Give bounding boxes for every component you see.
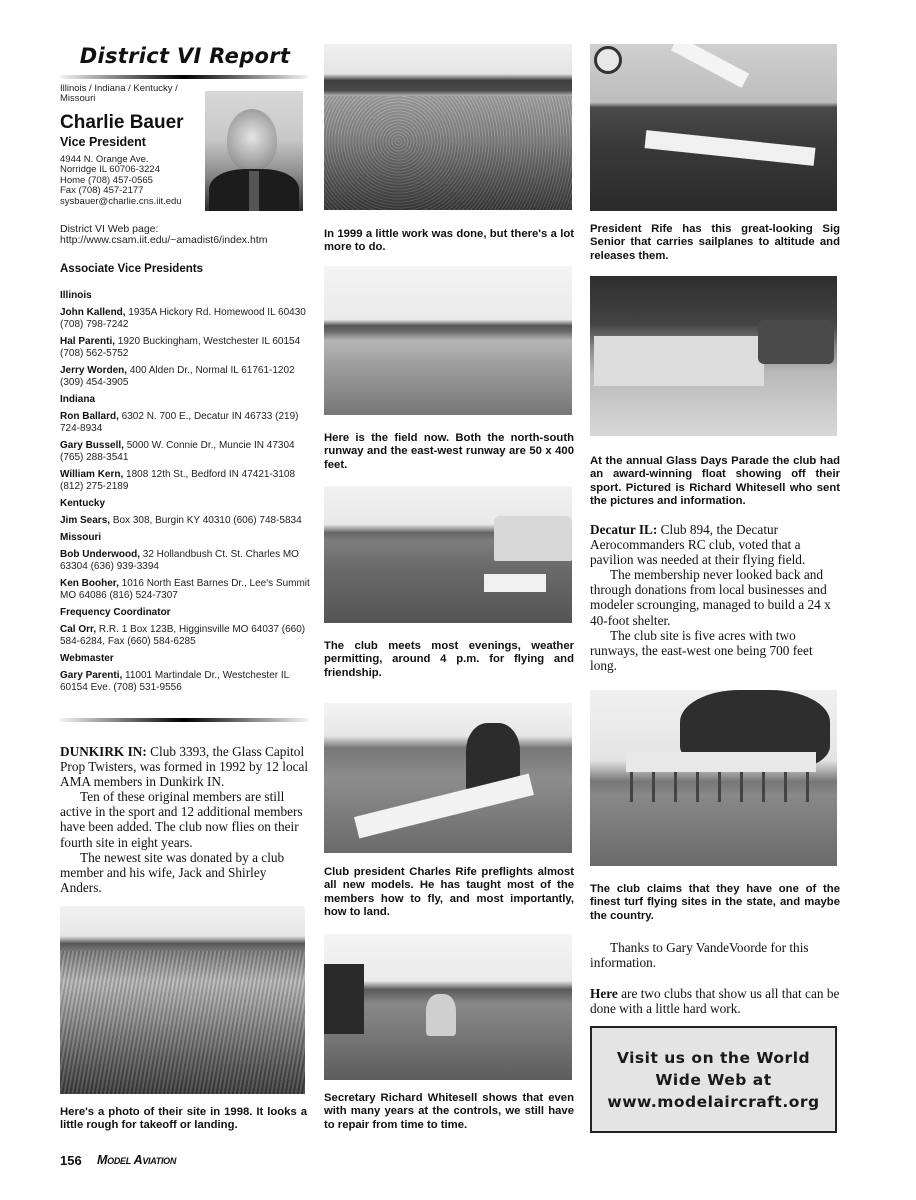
photo-whitesell-repair [324,934,572,1080]
grass-texture [60,951,305,1094]
avp-entry: Gary Bussell, 5000 W. Connie Dr., Muncie IN 47304 (765) 288-3541 [60,440,295,463]
web-promo-text: Visit us on the World Wide Web at www.modelaircraft.org [607,1048,820,1111]
closing-paragraph: Here are two clubs that show us all that can be done with a little hard work. [590,986,840,1017]
vp-name: Charlie Bauer [60,112,184,133]
portrait-head [227,109,277,171]
vp-contact [60,155,205,207]
caption-pavilion: The club claims that they have one of the finest turf flying sites in the state, and maybe the country. [590,883,840,922]
avp-entry: Ron Ballard, 6302 N. 700 E., Decatur IN 46733 (219) 724-8934 [60,411,299,434]
vp-fax: Fax (708) 457-2177 [60,185,144,197]
avp-entry: Jim Sears, Box 308, Burgin KY 40310 (606) 748-5834 [60,515,302,526]
photo-field-1999 [324,44,572,210]
photo-pavilion [590,690,837,866]
caption-whitesell-repair: Secretary Richard Whitesell shows that even with many years at the controls, we still have to repair from time to time. [324,1092,574,1131]
region-heading: Illinois [60,290,92,301]
clock-shape [594,46,622,74]
magazine-name: Model Aviation [97,1153,177,1167]
caption-parade-float: At the annual Glass Days Parade the club had an award-winning float showing off their sport. Pictured is Richard Whitesell who sent the pictures and information. [590,455,840,507]
photo-field-now [324,266,572,415]
vp-portrait-photo [205,91,303,211]
caption-sig-senior: President Rife has this great-looking Sig Senior that carries sailplanes to altitude and releases them. [590,223,840,262]
truck-shape [758,320,834,364]
field-texture [324,96,572,210]
avp-entry: Bob Underwood, 32 Hollandbush Ct. St. Charles MO 63304 (636) 939-3394 [60,549,299,572]
caption-rife-preflight: Club president Charles Rife preflights almost all new models. He has taught most of the members how to fly, and most importantly, how to land. [324,866,574,918]
sailplane-shape [671,44,749,88]
district-web-page [60,224,310,246]
vp-role: Vice President [60,135,146,149]
dunkirk-paragraph-1: DUNKIRK IN: Club 3393, the Glass Capitol Prop Twisters, was formed in 1992 by 12 local AMA members in Dunkirk IN. [60,744,309,790]
associate-vps-heading: Associate Vice Presidents [60,263,203,275]
thanks-paragraph: Thanks to Gary VandeVoorde for this information. [590,940,809,971]
photo-rife-preflight [324,703,572,853]
web-promo-url[interactable]: www.modelaircraft.org [607,1092,820,1111]
pavilion-posts [630,772,812,802]
avp-entry: Gary Parenti, 11001 Martindale Dr., Westchester IL 60154 Eve. (708) 531-9556 [60,670,289,693]
photo-parade-float [590,276,837,436]
vp-address-line2: Norridge IL 60706-3224 [60,164,160,176]
decatur-paragraph-1: Decatur IL: Club 894, the Decatur Aerocommanders RC club, voted that a pavilion was needed at their flying field. [590,522,806,568]
caption-site-1998: Here's a photo of their site in 1998. It looks a little rough for takeoff or landing. [60,1106,307,1132]
vehicle-shape [324,964,364,1034]
float-shape [594,336,764,386]
region-heading: Kentucky [60,498,106,509]
decatur-article [590,522,840,673]
section-divider [60,718,308,722]
associate-vps-list [60,290,312,699]
region-heading: Indiana [60,394,96,405]
page-title: District VI Report [79,44,291,68]
avp-entry: Cal Orr, R.R. 1 Box 123B, Higginsville MO 64037 (660) 584-6284, Fax (660) 584-6285 [60,624,306,647]
vp-home-phone: Home (708) 457-0565 [60,174,153,186]
photo-club-evening [324,486,572,623]
photo-site-1998 [60,906,305,1094]
district-states: Illinois / Indiana / Kentucky / Missouri [60,83,178,104]
decatur-paragraph-3: The club site is five acres with two runways, the east-west one being 700 feet long. [590,627,813,673]
dunkirk-paragraph-3: The newest site was donated by a club member and his wife, Jack and Shirley Anders. [60,849,285,895]
page-number: 156 [60,1153,82,1168]
avp-entry: Jerry Worden, 400 Alden Dr., Normal IL 61761-1202 (309) 454-3905 [60,365,295,388]
dunkirk-article [60,744,310,895]
model-plane-wing [645,130,816,166]
photo-sig-senior [590,44,837,211]
region-heading: Webmaster [60,653,114,664]
caption-field-now: Here is the field now. Both the north-south runway and the east-west runway are 50 x 400 feet. [324,432,574,471]
portrait-tie [249,171,259,211]
web-page-url[interactable]: http://www.csam.iit.edu/~amadist6/index.htm [60,234,268,246]
web-page-label: District VI Web page: [60,223,159,235]
caption-club-evening: The club meets most evenings, weather permitting, around 4 p.m. for flying and friendship. [324,640,574,679]
vp-address-line1: 4944 N. Orange Ave. [60,154,149,165]
decatur-paragraph-2: The membership never looked back and through donations from local businesses and modeler scrounging, managed to build a 24 x 40-foot shelter. [590,567,831,628]
avp-entry: Hal Parenti, 1920 Buckingham, Westchester IL 60154 (708) 562-5752 [60,336,301,359]
person-shape [426,994,456,1036]
avp-entry: Ken Booher, 1016 North East Barnes Dr., Lee's Summit MO 64086 (816) 524-7307 [60,578,310,601]
avp-entry: John Kallend, 1935A Hickory Rd. Homewood IL 60430 (708) 798-7242 [60,307,306,330]
caption-field-1999: In 1999 a little work was done, but there's a lot more to do. [324,228,574,254]
truck-shape [494,516,572,561]
region-heading: Frequency Coordinator [60,607,171,618]
vp-email[interactable]: sysbauer@charlie.cns.iit.edu [60,195,182,207]
avp-entry: William Kern, 1808 12th St., Bedford IN 47421-3108 (812) 275-2189 [60,469,296,492]
web-promo-box[interactable] [590,1026,837,1133]
model-plane-shape [354,774,534,839]
model-plane-shape [484,574,546,592]
title-divider [60,75,308,79]
dunkirk-paragraph-2: Ten of these original members are still active in the sport and 12 additional members have been added. The club now flies on their fourth site in eight years. [60,789,303,850]
region-heading: Missouri [60,532,102,543]
pavilion-roof [626,752,816,772]
